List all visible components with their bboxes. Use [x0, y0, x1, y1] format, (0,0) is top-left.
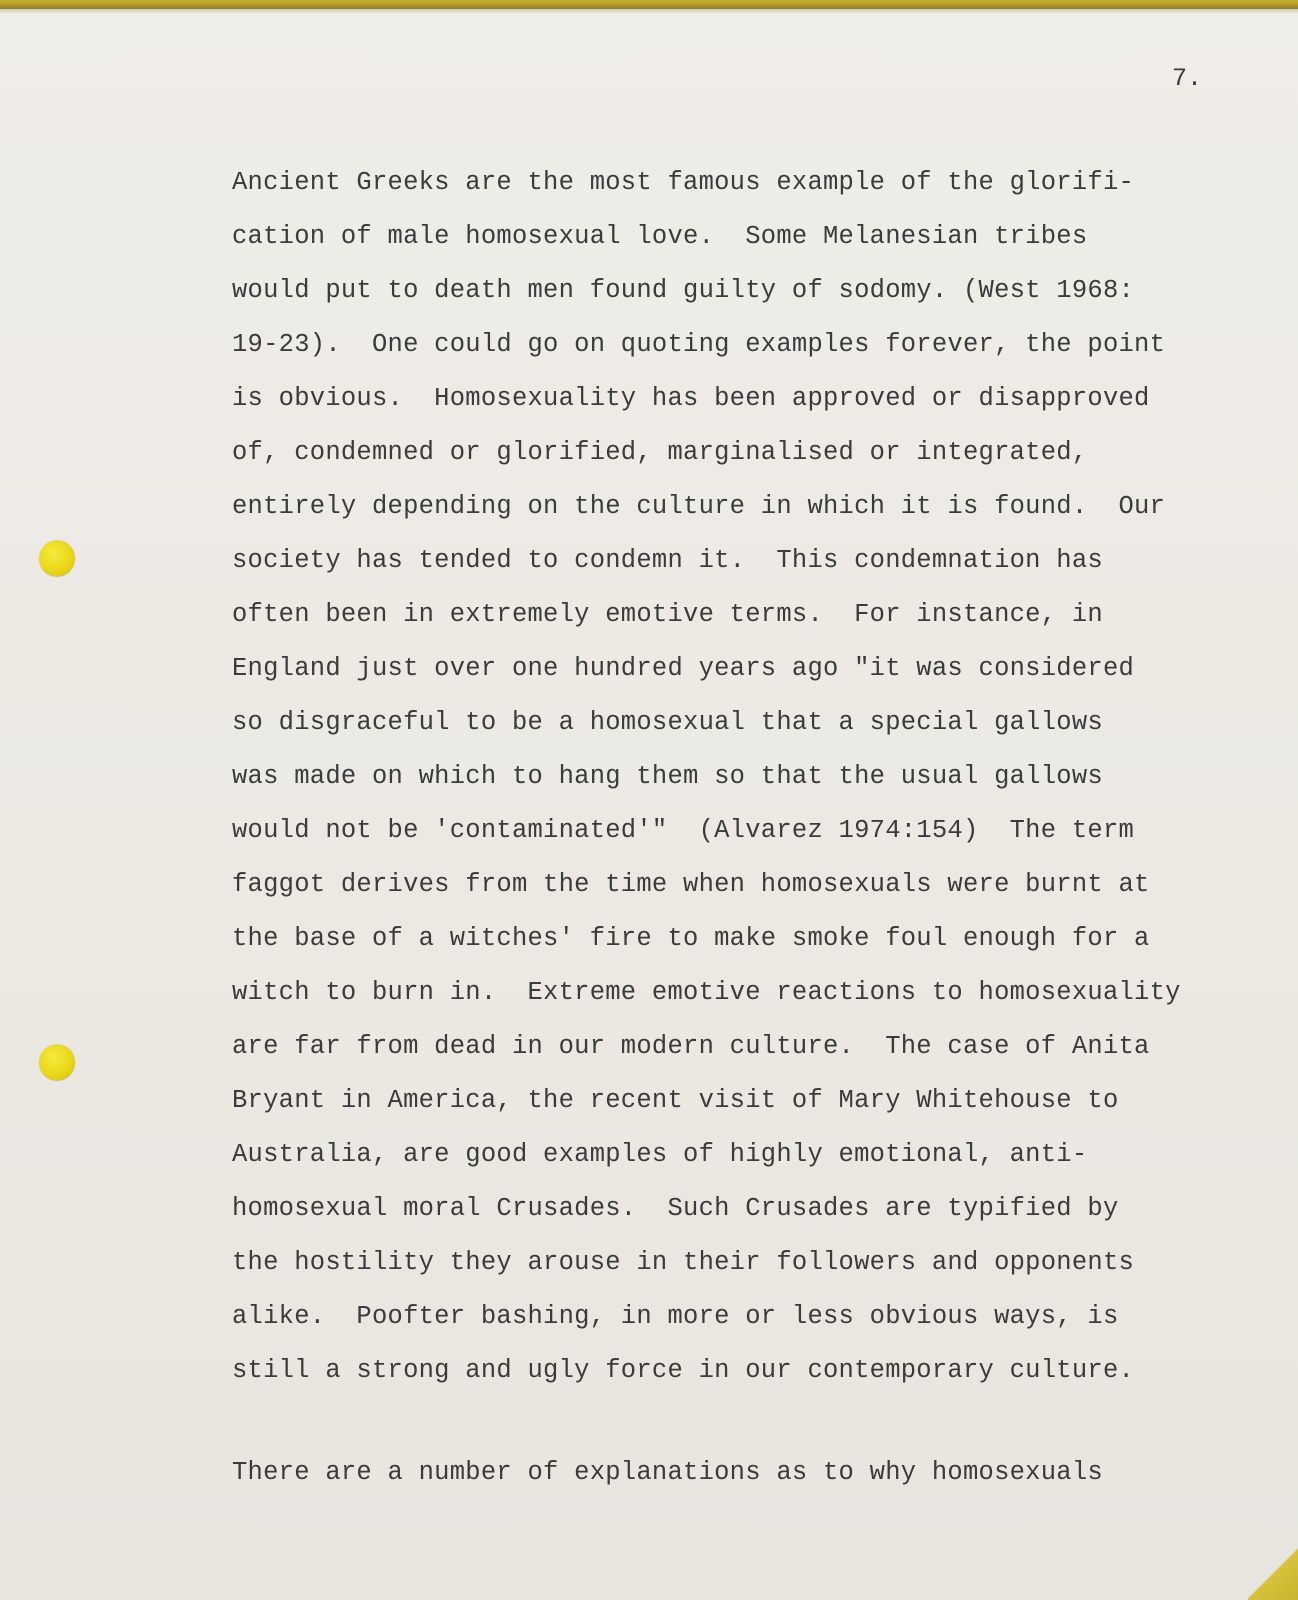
- punch-hole-icon: [39, 540, 75, 576]
- text-line: so disgraceful to be a homosexual that a special gallows: [232, 708, 1103, 737]
- text-line: often been in extremely emotive terms. For instance, in: [232, 600, 1103, 629]
- text-line: There are a number of explanations as to why homosexuals: [232, 1458, 1103, 1487]
- text-line: the hostility they arouse in their followers and opponents: [232, 1248, 1135, 1277]
- page-corner-curl: [1248, 1540, 1298, 1600]
- text-line: are far from dead in our modern culture. The case of Anita: [232, 1032, 1150, 1061]
- text-line: 19-23). One could go on quoting examples forever, the point: [232, 330, 1166, 359]
- text-line: would not be 'contaminated'" (Alvarez 1974:154) The term: [232, 816, 1135, 845]
- text-line: still a strong and ugly force in our contemporary culture.: [232, 1356, 1135, 1385]
- text-line: witch to burn in. Extreme emotive reactions to homosexuality: [232, 978, 1181, 1007]
- text-line: Australia, are good examples of highly emotional, anti-: [232, 1140, 1088, 1169]
- text-line: homosexual moral Crusades. Such Crusades are typified by: [232, 1194, 1119, 1223]
- page-number: 7.: [1172, 64, 1203, 93]
- top-edge-shadow: [0, 9, 1298, 14]
- text-line: Ancient Greeks are the most famous example of the glorifi-: [232, 168, 1135, 197]
- text-line: Bryant in America, the recent visit of Mary Whitehouse to: [232, 1086, 1119, 1115]
- text-line: of, condemned or glorified, marginalised or integrated,: [232, 438, 1088, 467]
- text-line: alike. Poofter bashing, in more or less obvious ways, is: [232, 1302, 1119, 1331]
- punch-hole-icon: [39, 1044, 75, 1080]
- text-line: the base of a witches' fire to make smoke foul enough for a: [232, 924, 1150, 953]
- text-line: is obvious. Homosexuality has been approved or disapproved: [232, 384, 1150, 413]
- text-line: entirely depending on the culture in which it is found. Our: [232, 492, 1166, 521]
- text-line: society has tended to condemn it. This condemnation has: [232, 546, 1103, 575]
- text-line: cation of male homosexual love. Some Melanesian tribes: [232, 222, 1088, 251]
- text-line: was made on which to hang them so that the usual gallows: [232, 762, 1103, 791]
- text-line: would put to death men found guilty of sodomy. (West 1968:: [232, 276, 1135, 305]
- binder-top-edge: [0, 0, 1298, 9]
- text-line: faggot derives from the time when homosexuals were burnt at: [232, 870, 1150, 899]
- text-line: England just over one hundred years ago "it was considered: [232, 654, 1135, 683]
